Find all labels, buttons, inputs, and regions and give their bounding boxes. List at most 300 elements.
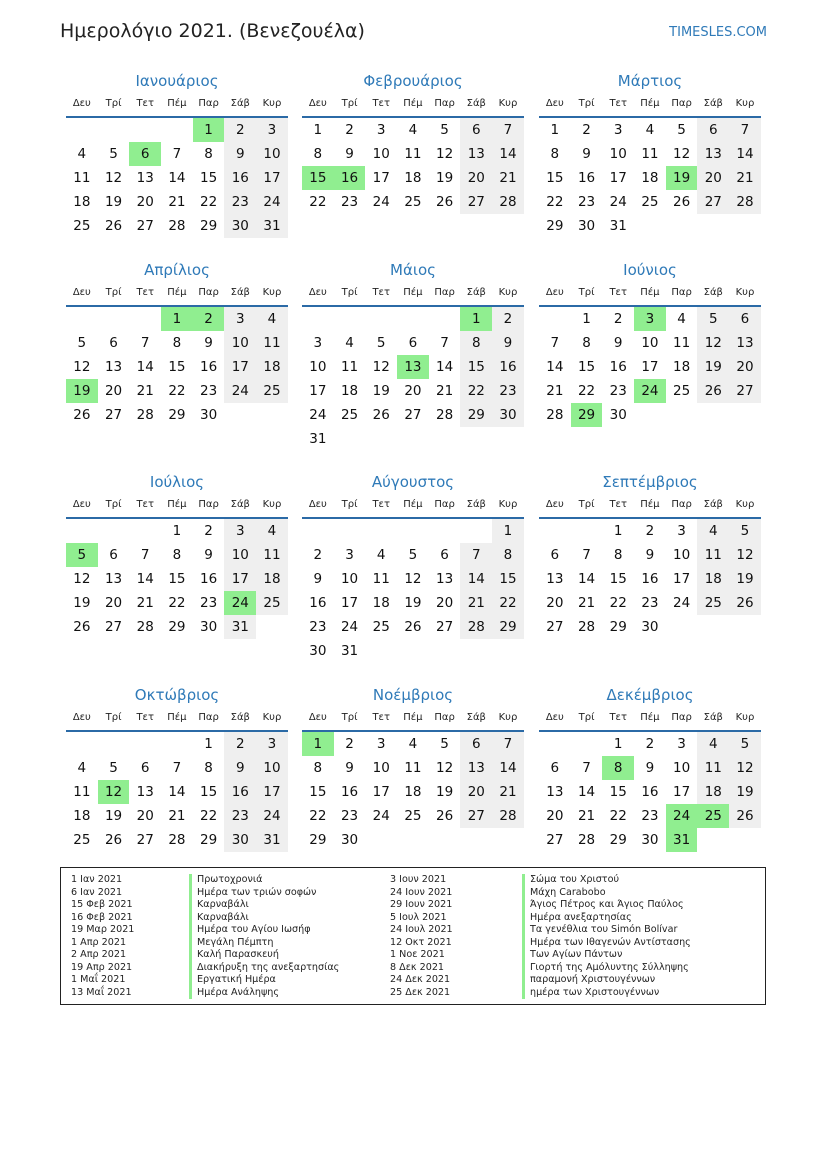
day-cell: 24 (609, 194, 627, 210)
weekday-label: Δευ (545, 712, 564, 723)
day-cell: 21 (577, 595, 596, 611)
day-cell: 30 (641, 832, 659, 848)
day-cell: 12 (673, 146, 691, 162)
weekday-label: Τετ (609, 499, 627, 510)
empty-cell (365, 307, 397, 331)
legend-date: 24 Δεκ 2021 (390, 974, 451, 985)
weekday-label: Πέμ (403, 98, 423, 109)
day-cell: 23 (224, 804, 256, 828)
weekday-label: Πέμ (640, 499, 660, 510)
day-cell: 30 (200, 619, 218, 635)
day-cell: 22 (492, 591, 524, 615)
day-cell: 14 (168, 784, 186, 800)
day-cell: 6 (550, 547, 560, 563)
day-cell: 29 (168, 619, 186, 635)
legend-dates-column (71, 874, 134, 999)
day-cell: 8 (172, 547, 182, 563)
day-cell: 7 (460, 543, 492, 567)
day-cell: 8 (313, 760, 323, 776)
day-cell: 17 (256, 166, 288, 190)
legend-holiday-name: Μάχη Carabobo (522, 887, 691, 900)
day-cell: 10 (372, 146, 390, 162)
legend-date: 24 Ιουλ 2021 (390, 924, 453, 935)
day-cell: 6 (140, 760, 150, 776)
day-cell: 3 (224, 307, 256, 331)
day-cell: 23 (224, 190, 256, 214)
day-cell: 28 (168, 218, 186, 234)
day-cell: 31 (609, 218, 627, 234)
day-cell: 2 (582, 122, 591, 138)
day-cell: 7 (492, 732, 524, 756)
weekday-header (539, 92, 761, 118)
day-cell: 3 (345, 547, 354, 563)
day-cell: 28 (136, 407, 154, 423)
empty-cell (129, 519, 161, 543)
holiday-day-cell: 29 (571, 403, 603, 427)
day-cell: 20 (404, 383, 422, 399)
empty-cell (66, 732, 98, 756)
empty-cell (66, 307, 98, 331)
weekday-label: Δευ (545, 98, 564, 109)
day-cell: 30 (609, 407, 627, 423)
day-cell: 1 (172, 523, 182, 539)
day-cell: 27 (104, 407, 123, 423)
day-cell: 20 (697, 166, 729, 190)
day-cell: 13 (729, 331, 761, 355)
day-cell: 7 (172, 760, 182, 776)
day-cell: 23 (200, 595, 218, 611)
legend-holiday-name: Καλή Παρασκευή (189, 949, 339, 962)
weekday-header (302, 92, 524, 118)
day-cell: 2 (224, 732, 256, 756)
day-cell: 16 (492, 355, 524, 379)
day-cell: 4 (256, 307, 288, 331)
day-cell: 9 (582, 146, 591, 162)
day-cell: 14 (460, 567, 492, 591)
day-cell: 19 (372, 383, 390, 399)
day-cell: 10 (256, 142, 288, 166)
holiday-day-cell: 24 (666, 804, 698, 828)
day-cell: 26 (729, 591, 761, 615)
day-cell: 14 (729, 142, 761, 166)
legend-date: 5 Ιουλ 2021 (390, 911, 447, 923)
day-cell: 11 (256, 543, 288, 567)
day-cell: 18 (673, 359, 691, 375)
day-cell: 25 (697, 591, 729, 615)
holiday-day-cell: 1 (460, 307, 492, 331)
day-cell: 27 (460, 190, 492, 214)
day-cell: 2 (204, 523, 213, 539)
day-cell: 13 (697, 142, 729, 166)
day-cell: 29 (546, 218, 564, 234)
day-cell: 10 (372, 760, 390, 776)
empty-cell (66, 118, 98, 142)
day-cell: 18 (256, 355, 288, 379)
weekday-label: Πέμ (640, 287, 660, 298)
weekday-label: Τετ (136, 499, 154, 510)
day-cell: 17 (224, 567, 256, 591)
day-cell: 25 (256, 379, 288, 403)
weekday-label: Σάβ (703, 287, 723, 298)
holiday-day-cell: 3 (634, 307, 666, 331)
weekday-label: Κυρ (262, 98, 282, 109)
day-cell: 20 (546, 808, 564, 824)
day-cell: 1 (492, 519, 524, 543)
month-name: Απρίλιος (144, 261, 210, 279)
day-cell: 7 (172, 146, 182, 162)
holiday-day-cell: 19 (66, 379, 98, 403)
weekday-label: Πέμ (167, 287, 187, 298)
day-cell: 17 (673, 784, 691, 800)
holiday-day-cell: 1 (161, 307, 193, 331)
day-cell: 31 (224, 615, 256, 639)
day-cell: 24 (224, 379, 256, 403)
day-cell: 17 (641, 359, 659, 375)
day-cell: 10 (224, 543, 256, 567)
day-cell: 26 (673, 194, 691, 210)
day-cell: 29 (492, 615, 524, 639)
day-cell: 7 (492, 118, 524, 142)
day-cell: 11 (372, 571, 390, 587)
day-cell: 3 (256, 732, 288, 756)
empty-cell (66, 519, 98, 543)
day-cell: 8 (172, 335, 182, 351)
legend-holiday-name: Εργατική Ημέρα (189, 974, 339, 987)
day-cell: 23 (200, 383, 218, 399)
empty-cell (365, 519, 397, 543)
weekday-header (66, 706, 288, 732)
day-cell: 29 (309, 832, 327, 848)
empty-cell (302, 519, 334, 543)
day-cell: 15 (168, 359, 186, 375)
day-cell: 20 (104, 383, 123, 399)
empty-cell (539, 307, 571, 331)
weekday-label: Τετ (609, 287, 627, 298)
day-cell: 11 (404, 760, 422, 776)
legend-holiday-name: παραμονή Χριστουγέννων (522, 974, 691, 987)
day-cell: 15 (577, 359, 596, 375)
month-name: Δεκέμβριος (606, 686, 694, 704)
day-cell: 6 (109, 547, 118, 563)
day-cell: 4 (677, 311, 686, 327)
legend-date: 6 Ιαν 2021 (71, 886, 123, 898)
day-cell: 12 (372, 359, 390, 375)
weekday-label: Κυρ (735, 499, 755, 510)
day-cell: 2 (613, 311, 623, 327)
holiday-day-cell: 25 (697, 804, 729, 828)
legend-date: 1 Μαΐ 2021 (71, 974, 126, 985)
month-name: Μάιος (390, 261, 436, 279)
day-cell: 23 (609, 383, 627, 399)
legend-holiday-name: Ημέρα ανεξαρτησίας (522, 912, 691, 925)
day-cell: 3 (256, 118, 288, 142)
day-cell: 20 (436, 595, 454, 611)
day-cell: 21 (492, 166, 524, 190)
day-cell: 7 (440, 335, 449, 351)
day-cell: 24 (340, 619, 359, 635)
weekday-label: Παρ (434, 499, 455, 510)
holiday-day-cell: 15 (302, 166, 334, 190)
day-cell: 20 (136, 808, 154, 824)
day-cell: 9 (613, 335, 623, 351)
month-name: Ιούλιος (149, 473, 205, 491)
empty-cell (429, 307, 461, 331)
day-cell: 16 (340, 784, 359, 800)
month-name: Φεβρουάριος (363, 72, 463, 90)
day-cell: 16 (641, 784, 659, 800)
empty-cell (129, 732, 161, 756)
day-cell: 16 (200, 359, 218, 375)
day-cell: 7 (582, 547, 591, 563)
legend-date: 8 Δεκ 2021 (390, 961, 445, 973)
day-cell: 29 (200, 218, 218, 234)
day-cell: 11 (697, 756, 729, 780)
weekday-label: Πέμ (403, 712, 423, 723)
day-cell: 8 (460, 331, 492, 355)
day-cell: 19 (436, 170, 454, 186)
day-cell: 6 (440, 547, 449, 563)
day-cell: 20 (136, 194, 154, 210)
day-cell: 9 (313, 571, 323, 587)
day-cell: 14 (436, 359, 454, 375)
day-cell: 2 (345, 122, 354, 138)
legend-names-column (522, 874, 691, 999)
weekday-label: Σάβ (703, 712, 723, 723)
weekday-header (302, 493, 524, 519)
weekday-label: Δευ (72, 98, 91, 109)
weekday-label: Κυρ (262, 712, 282, 723)
day-grid (539, 307, 761, 427)
day-cell: 9 (224, 142, 256, 166)
day-cell: 16 (200, 571, 218, 587)
day-cell: 8 (204, 760, 213, 776)
day-cell: 2 (645, 736, 655, 752)
day-cell: 5 (729, 732, 761, 756)
legend-holiday-name: Διακήρυξη της ανεξαρτησίας (189, 962, 339, 975)
weekday-label: Πέμ (640, 712, 660, 723)
day-cell: 30 (224, 828, 256, 852)
site-link[interactable]: TIMESLES.COM (669, 25, 767, 40)
day-cell: 21 (729, 166, 761, 190)
day-cell: 2 (645, 523, 655, 539)
legend-date: 3 Ιουν 2021 (390, 874, 447, 885)
day-cell: 31 (309, 431, 327, 447)
day-cell: 24 (673, 595, 691, 611)
weekday-label: Τρί (341, 287, 358, 298)
weekday-label: Πέμ (640, 98, 660, 109)
day-cell: 6 (729, 307, 761, 331)
day-cell: 20 (104, 595, 123, 611)
legend-date: 15 Φεβ 2021 (71, 899, 133, 910)
legend-dates-column (390, 874, 453, 999)
day-cell: 14 (136, 359, 154, 375)
day-cell: 7 (140, 547, 150, 563)
month-calendar (539, 259, 761, 427)
day-cell: 21 (436, 383, 454, 399)
day-cell: 1 (204, 736, 213, 752)
holiday-day-cell: 1 (302, 732, 334, 756)
day-cell: 31 (340, 643, 359, 659)
weekday-label: Κυρ (498, 499, 518, 510)
weekday-label: Σάβ (230, 712, 250, 723)
day-cell: 21 (460, 591, 492, 615)
day-grid (302, 118, 524, 214)
day-cell: 14 (577, 571, 596, 587)
month-name: Σεπτέμβριος (602, 473, 698, 491)
day-cell: 8 (313, 146, 323, 162)
day-cell: 6 (460, 118, 492, 142)
weekday-label: Τρί (105, 98, 122, 109)
day-cell: 27 (546, 832, 564, 848)
month-calendar (302, 471, 524, 663)
day-cell: 26 (404, 619, 422, 635)
day-cell: 9 (345, 760, 354, 776)
legend-holiday-name: Των Αγίων Πάντων (522, 949, 691, 962)
day-cell: 30 (641, 619, 659, 635)
legend-holiday-name: Σώμα του Χριστού (522, 874, 691, 887)
day-cell: 7 (140, 335, 150, 351)
day-cell: 27 (104, 619, 123, 635)
day-cell: 17 (372, 170, 390, 186)
day-cell: 28 (546, 407, 564, 423)
day-cell: 16 (577, 170, 596, 186)
day-cell: 22 (168, 383, 186, 399)
legend-date: 12 Οκτ 2021 (390, 936, 452, 948)
day-cell: 9 (224, 756, 256, 780)
day-cell: 10 (224, 331, 256, 355)
day-cell: 25 (340, 407, 359, 423)
day-cell: 28 (136, 619, 154, 635)
month-calendar (539, 70, 761, 238)
day-cell: 20 (729, 355, 761, 379)
day-cell: 18 (697, 780, 729, 804)
day-cell: 9 (645, 547, 655, 563)
day-grid (66, 519, 288, 639)
day-cell: 1 (582, 311, 591, 327)
day-cell: 3 (376, 736, 386, 752)
day-cell: 29 (200, 832, 218, 848)
month-name: Αύγουστος (371, 473, 455, 491)
day-cell: 15 (492, 567, 524, 591)
legend-holiday-name: Ημέρα των τριών σοφών (189, 887, 339, 900)
weekday-label: Σάβ (230, 499, 250, 510)
day-cell: 14 (492, 756, 524, 780)
weekday-label: Πέμ (167, 499, 187, 510)
day-cell: 22 (200, 194, 218, 210)
day-cell: 26 (104, 218, 123, 234)
day-cell: 14 (136, 571, 154, 587)
day-cell: 25 (641, 194, 659, 210)
day-cell: 18 (73, 194, 91, 210)
day-cell: 22 (609, 595, 627, 611)
day-cell: 25 (673, 383, 691, 399)
day-cell: 29 (460, 403, 492, 427)
day-cell: 27 (136, 832, 154, 848)
weekday-label: Τετ (136, 287, 154, 298)
day-cell: 5 (697, 307, 729, 331)
legend-date: 19 Απρ 2021 (71, 961, 133, 973)
day-cell: 25 (73, 218, 91, 234)
day-cell: 12 (436, 760, 454, 776)
weekday-label: Κυρ (262, 499, 282, 510)
day-cell: 11 (73, 784, 91, 800)
day-cell: 3 (313, 335, 323, 351)
day-cell: 18 (404, 784, 422, 800)
day-grid (66, 118, 288, 238)
empty-cell (98, 732, 130, 756)
weekday-label: Σάβ (703, 98, 723, 109)
day-cell: 10 (673, 760, 691, 776)
day-cell: 15 (546, 170, 564, 186)
day-cell: 31 (256, 214, 288, 238)
weekday-header (66, 92, 288, 118)
day-cell: 9 (345, 146, 354, 162)
day-cell: 23 (340, 808, 359, 824)
day-cell: 25 (73, 832, 91, 848)
empty-cell (161, 732, 193, 756)
day-cell: 4 (77, 146, 87, 162)
weekday-label: Σάβ (703, 499, 723, 510)
day-cell: 12 (404, 571, 422, 587)
day-cell: 30 (340, 832, 359, 848)
weekday-label: Δευ (308, 712, 327, 723)
day-cell: 19 (73, 595, 91, 611)
day-cell: 25 (372, 619, 390, 635)
weekday-header (539, 281, 761, 307)
weekday-header (539, 493, 761, 519)
day-cell: 13 (460, 142, 492, 166)
weekday-label: Κυρ (498, 98, 518, 109)
weekday-label: Κυρ (498, 287, 518, 298)
holiday-day-cell: 8 (602, 756, 634, 780)
day-cell: 15 (168, 571, 186, 587)
day-cell: 18 (256, 567, 288, 591)
weekday-label: Τετ (372, 98, 390, 109)
month-name: Μάρτιος (617, 72, 683, 90)
day-cell: 28 (436, 407, 454, 423)
month-calendar (302, 70, 524, 214)
day-cell: 2 (492, 307, 524, 331)
day-cell: 1 (613, 736, 623, 752)
day-cell: 1 (550, 122, 560, 138)
empty-cell (397, 307, 429, 331)
month-calendar (302, 684, 524, 852)
legend-holiday-name: Ημέρα των Ιθαγενών Αντίστασης (522, 937, 691, 950)
day-cell: 5 (677, 122, 686, 138)
day-cell: 12 (73, 571, 91, 587)
weekday-label: Τετ (136, 98, 154, 109)
day-cell: 23 (492, 379, 524, 403)
empty-cell (161, 118, 193, 142)
day-cell: 23 (340, 194, 359, 210)
empty-cell (571, 519, 603, 543)
weekday-header (66, 493, 288, 519)
holiday-day-cell: 24 (224, 591, 256, 615)
day-cell: 4 (376, 547, 386, 563)
day-cell: 23 (309, 619, 327, 635)
day-cell: 1 (613, 523, 623, 539)
weekday-label: Πέμ (167, 712, 187, 723)
empty-cell (397, 519, 429, 543)
day-cell: 23 (641, 595, 659, 611)
day-cell: 1 (313, 122, 323, 138)
day-cell: 24 (256, 804, 288, 828)
weekday-label: Κυρ (498, 712, 518, 723)
day-cell: 11 (256, 331, 288, 355)
day-cell: 22 (546, 194, 564, 210)
weekday-label: Δευ (308, 98, 327, 109)
day-cell: 11 (673, 335, 691, 351)
